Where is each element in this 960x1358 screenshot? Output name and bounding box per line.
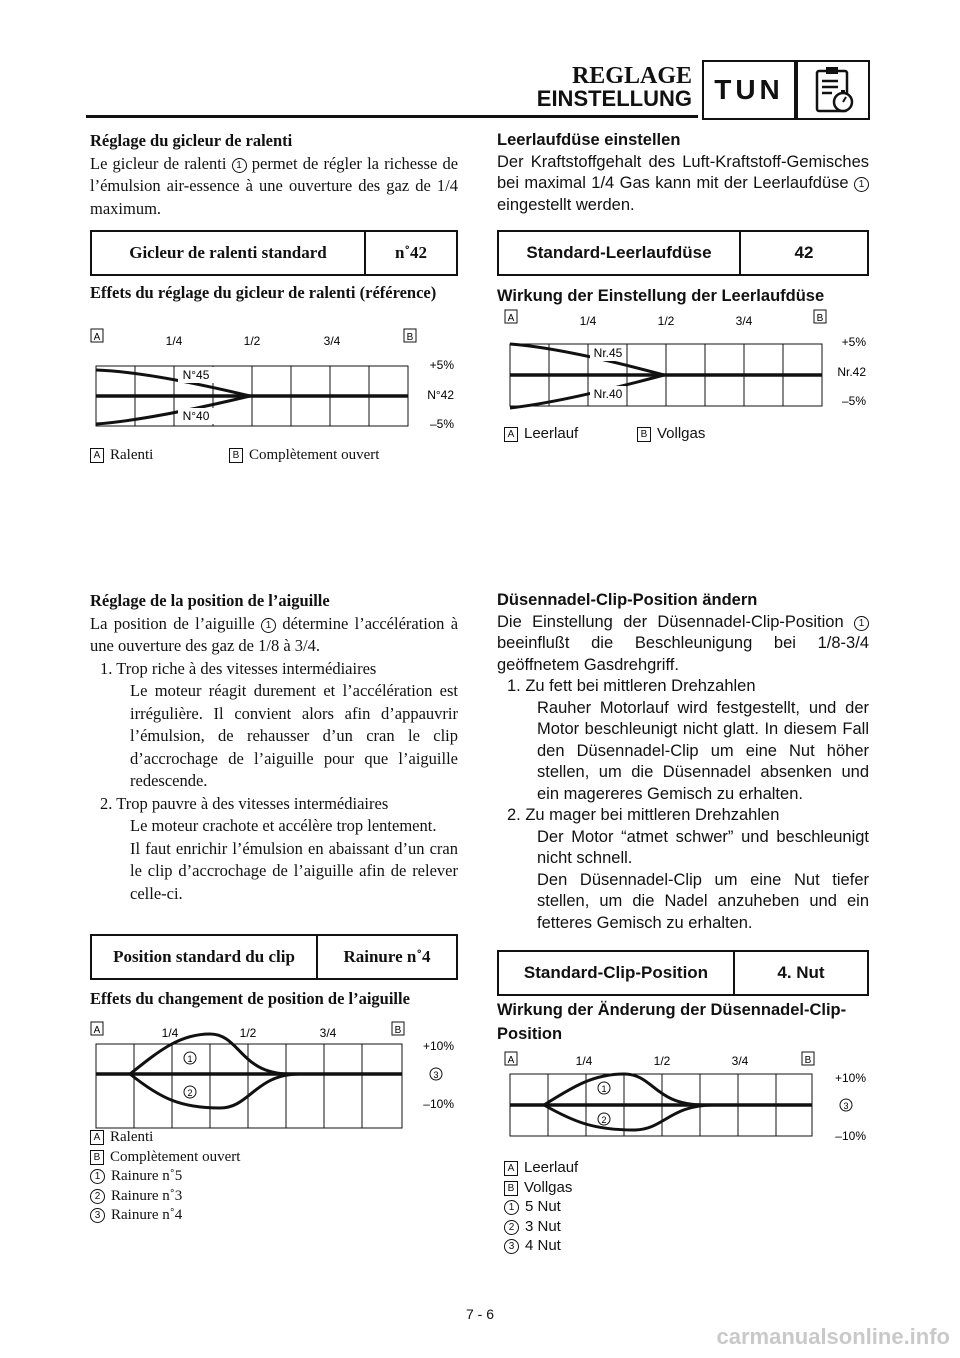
de-needle-text-1: Die Einstellung der Düsennadel-Clip-Position [497, 612, 844, 631]
legend-text: Complètement ouvert [249, 447, 380, 463]
legend-key: B [90, 1150, 104, 1165]
chart-tick-label: 1/2 [239, 1026, 257, 1040]
de-idle-legend-b: B Vollgas [637, 424, 705, 444]
chart-right-bot: –10% [835, 1129, 866, 1143]
chart-tick-label: 1/4 [165, 334, 183, 348]
fr-idle-text-1: Le gicleur de ralenti [90, 153, 227, 173]
chart-curve-upper [96, 370, 250, 396]
de-needle-spec-label: Standard-Clip-Position [499, 952, 735, 994]
legend-key: 2 [90, 1189, 105, 1204]
chart-right-top: +10% [834, 1071, 866, 1085]
chart-tick-label: 1/4 [575, 1054, 593, 1068]
list-item-title: 2. Trop pauvre à des vitesses intermédiaires [100, 793, 389, 813]
header-title-fr: REGLAGE [571, 63, 692, 89]
section-code: TUN [714, 74, 784, 105]
chart-curve-upper [510, 344, 664, 375]
chart-callout-2: 2 [187, 1088, 193, 1098]
chart-marker-b: B [804, 1055, 812, 1066]
list-item-text: Den Düsennadel-Clip um eine Nut tiefer stellen, um die Nadel anzuheben und ein fetteres Gemisch zu erhalten. [537, 870, 869, 932]
chart-callout-1: 1 [187, 1054, 193, 1064]
ref-marker: 1 [232, 158, 247, 173]
fr-needle-spec-table [90, 934, 458, 980]
fr-needle-text-1: La position de l’aiguille [90, 613, 255, 633]
fr-needle-spec-value: Rainure n˚4 [343, 947, 431, 966]
chart-curve-lower [510, 375, 664, 408]
chart-label-lower: Nr.40 [593, 387, 623, 401]
list-item-text: Il faut enrichir l’émulsion en abaissant d’un cran le clip d’accrochage de l’aiguille afin de relever celle-ci. [130, 838, 458, 903]
chart-marker-b: B [816, 313, 824, 324]
de-needle-list [497, 676, 869, 934]
de-idle-spec-value: 42 [794, 243, 814, 262]
de-idle-effects-heading: Wirkung der Einstellung der Leerlaufdüse [497, 287, 825, 305]
fr-needle-paragraph [90, 613, 458, 658]
page-number: 7 - 6 [465, 1306, 494, 1322]
chart-curve-lean [544, 1105, 714, 1130]
legend-item [90, 1148, 240, 1168]
legend-item [504, 1158, 578, 1178]
chart-tick-label: 1/4 [579, 314, 597, 328]
fr-idle-text-2: permet de régler la richesse de l’émulsion air-essence à une ouverture des gaz de 1/4 maximum. [90, 153, 459, 218]
legend-text: 3 Nut [525, 1217, 561, 1235]
chart-tick-label: 1/2 [657, 314, 675, 328]
legend-item [504, 1217, 578, 1237]
legend-text: Leerlauf [524, 1159, 579, 1176]
chart-marker-a: A [507, 313, 515, 324]
de-needle-legend [504, 1158, 578, 1256]
list-item-text: Le moteur réagit durement et l’accélération est irrégulière. Il convient alors afin d’appauvrir l’émulsion, de rehausser d’un cran le clip d’accrochage de l’aiguille pour que l’aiguille redescende. [130, 681, 458, 790]
chart-right-mid: N°42 [427, 388, 454, 402]
de-needle-spec-table [497, 950, 869, 996]
legend-text: 5 Nut [525, 1198, 561, 1215]
chart-right-mid: Nr.42 [837, 365, 866, 379]
chart-right-top: +5% [429, 358, 454, 372]
chart-callout-2: 2 [601, 1115, 607, 1125]
fr-needle-spec-label: Position standard du clip [92, 936, 318, 978]
chart-right-bot: –5% [429, 417, 454, 431]
de-idle-spec-table [497, 230, 869, 276]
header-title-de: EINSTELLUNG [536, 86, 692, 111]
de-idle-text-2: eingestellt werden. [497, 195, 635, 214]
legend-item [90, 1187, 240, 1207]
fr-idle-heading: Réglage du gicleur de ralenti [90, 131, 293, 150]
legend-key: 1 [90, 1169, 105, 1184]
chart-callout-1: 1 [601, 1084, 607, 1094]
fr-needle-list [90, 658, 458, 906]
chart-right-bot: –5% [841, 394, 866, 408]
de-needle-paragraph [497, 612, 869, 677]
section-code-box [702, 60, 796, 120]
chart-right-bot: –10% [423, 1097, 454, 1111]
legend-text: Complètement ouvert [110, 1148, 241, 1165]
fr-idle-spec-value: n˚42 [394, 243, 428, 262]
clipboard-stopwatch-icon [796, 60, 870, 120]
legend-item [90, 1206, 240, 1226]
legend-key: A [90, 1130, 104, 1145]
list-item-title: 1. Zu fett bei mittleren Drehzahlen [507, 677, 756, 695]
fr-idle-spec-label: Gicleur de ralenti standard [92, 232, 366, 274]
de-needle-heading: Düsennadel-Clip-Position ändern [497, 591, 758, 609]
chart-right-top: +5% [841, 335, 866, 349]
list-item-title: 2. Zu mager bei mittleren Drehzahlen [507, 806, 780, 824]
legend-item [504, 1197, 578, 1217]
de-idle-heading: Leerlaufdüse einstellen [497, 131, 681, 149]
de-needle-spec-value: 4. Nut [777, 963, 825, 982]
chart-tick-label: 1/4 [161, 1026, 179, 1040]
list-item-title: 1. Trop riche à des vitesses intermédiaires [100, 658, 377, 678]
chart-marker-a: A [507, 1055, 515, 1066]
fr-idle-paragraph [90, 153, 458, 221]
legend-key: 2 [504, 1220, 519, 1235]
chart-callout-3: 3 [843, 1101, 849, 1111]
chart-marker-a: A [93, 1025, 101, 1036]
legend-item [90, 1128, 240, 1148]
chart-tick-label: 3/4 [319, 1026, 337, 1040]
de-idle-section [497, 130, 869, 216]
ref-marker: 1 [854, 616, 869, 631]
ref-marker: 1 [854, 177, 869, 192]
chart-tick-label: 1/2 [243, 334, 261, 348]
legend-key: A [504, 1161, 518, 1176]
legend-text: Ralenti [110, 447, 154, 463]
de-needle-chart [504, 1050, 870, 1146]
chart-label-lower: N°40 [182, 409, 210, 423]
chart-label-upper: Nr.45 [593, 346, 623, 360]
list-item-text: Le moteur crachote et accélère trop lentement. [130, 816, 437, 835]
legend-text: Rainure n˚3 [111, 1187, 183, 1204]
chart-tick-label: 1/2 [653, 1054, 671, 1068]
fr-needle-heading: Réglage de la position de l’aiguille [90, 591, 330, 610]
de-idle-paragraph [497, 152, 869, 217]
chart-right-top: +10% [422, 1039, 454, 1053]
chart-marker-b: B [406, 332, 414, 343]
fr-needle-section [90, 590, 458, 905]
de-needle-effects-heading: Wirkung der Änderung der Düsennadel-Clip-Position [497, 1001, 847, 1043]
legend-item [504, 1178, 578, 1198]
legend-text: Ralenti [110, 1129, 154, 1145]
chart-tick-label: 3/4 [731, 1054, 749, 1068]
fr-idle-legend-a: A Ralenti [90, 446, 153, 466]
legend-key: 3 [504, 1239, 519, 1254]
chart-tick-label: 3/4 [323, 334, 341, 348]
de-idle-chart [504, 308, 870, 418]
watermark: carmanualsonline.info [716, 1324, 950, 1349]
chart-marker-a: A [93, 332, 101, 343]
legend-text: Rainure n˚5 [111, 1168, 183, 1184]
clipboard-icon-graphic [798, 62, 868, 118]
legend-text: Leerlauf [524, 425, 579, 442]
fr-idle-spec-table [90, 230, 458, 276]
list-item-text: Der Motor “atmet schwer” und beschleunigt nicht schnell. [537, 827, 869, 867]
de-idle-spec-label: Standard-Leerlaufdüse [499, 232, 741, 274]
de-idle-legend-a: A Leerlauf [504, 424, 578, 444]
legend-text: Rainure n˚4 [111, 1207, 183, 1223]
fr-idle-section [90, 130, 458, 220]
chart-grid [96, 1044, 402, 1128]
legend-text: 4 Nut [525, 1237, 561, 1254]
chart-curve-lean [130, 1074, 300, 1108]
legend-key: 3 [90, 1208, 105, 1223]
chart-label-upper: N°45 [182, 368, 210, 382]
de-idle-text-1: Der Kraftstoffgehalt des Luft-Kraftstoff-Gemisches bei maximal 1/4 Gas kann mit der Leerlaufdüse [497, 152, 869, 192]
de-needle-section [497, 590, 869, 934]
chart-curve-lower [96, 396, 250, 424]
list-item-text: Rauher Motorlauf wird festgestellt, und der Motor beschleunigt nicht glatt. In diesem Fall den Düsennadel-Clip um eine Nut höher stellen, um die Düsennadel absenken und ein magereres Gemisch zu erhalten. [537, 698, 869, 803]
fr-needle-effects-heading: Effets du changement de position de l’aiguille [90, 989, 410, 1008]
fr-needle-chart [90, 1020, 462, 1134]
legend-key: 1 [504, 1200, 519, 1215]
fr-needle-legend [90, 1128, 240, 1226]
chart-callout-3: 3 [433, 1070, 439, 1080]
chart-tick-label: 3/4 [735, 314, 753, 328]
fr-idle-effects-heading: Effets du réglage du gicleur de ralenti (référence) [90, 283, 437, 302]
header-rule [86, 115, 698, 118]
de-needle-text-2: beeinflußt die Beschleunigung bei 1/8-3/4 geöffnetem Gasdrehgriff. [497, 634, 869, 674]
legend-item [504, 1236, 578, 1256]
ref-marker: 1 [261, 618, 276, 633]
legend-text: Vollgas [657, 425, 706, 442]
legend-text: Vollgas [524, 1178, 573, 1196]
legend-item [90, 1167, 240, 1187]
fr-idle-chart [90, 328, 462, 440]
fr-needle-text-2: détermine l’accélération à une ouverture des gaz de 1/8 à 3/4. [90, 613, 459, 655]
legend-key: B [504, 1181, 518, 1196]
chart-marker-b: B [394, 1025, 402, 1036]
fr-idle-legend-b: B Complètement ouvert [229, 446, 379, 466]
